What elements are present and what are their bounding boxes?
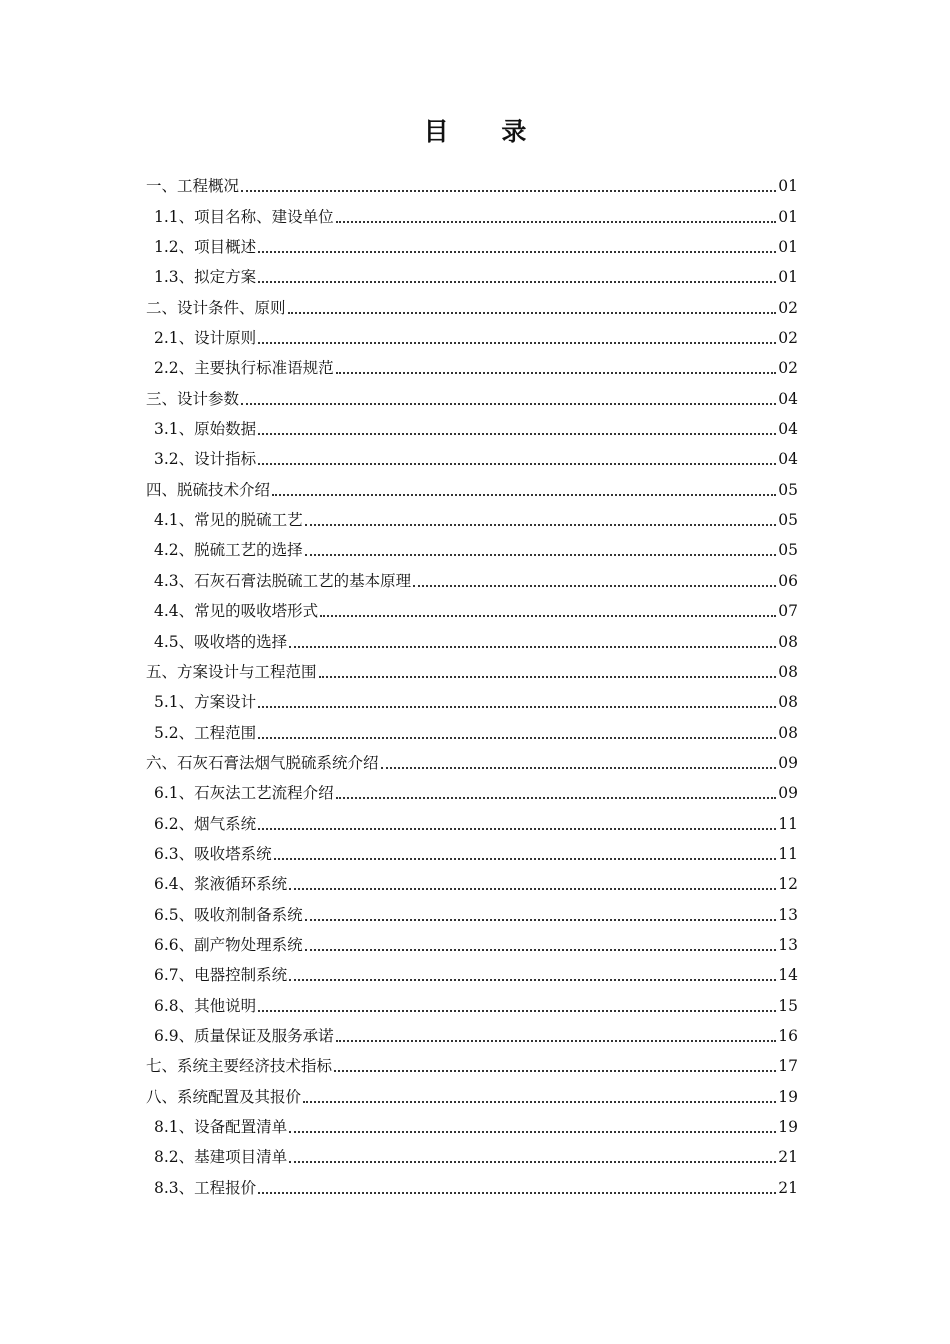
toc-dot-leader — [289, 646, 776, 648]
toc-dot-leader — [289, 1131, 776, 1133]
toc-dot-leader — [258, 828, 776, 830]
toc-entry[interactable] — [146, 323, 798, 353]
toc-entry-label: 2.1、设计原则 — [154, 329, 257, 348]
toc-entry-page-number: 08 — [778, 632, 798, 651]
toc-entry-label: 1.3、拟定方案 — [154, 268, 257, 287]
toc-dot-leader — [320, 615, 776, 617]
toc-dot-leader — [381, 767, 777, 769]
toc-entry[interactable] — [146, 201, 798, 231]
toc-entry-label: 4.2、脱硫工艺的选择 — [154, 541, 303, 560]
toc-entry-page-number: 15 — [778, 996, 798, 1015]
toc-entry-page-number: 08 — [778, 723, 798, 742]
toc-entry-label: 4.5、吸收塔的选择 — [154, 632, 288, 651]
toc-entry-page-number: 05 — [778, 511, 798, 530]
toc-entry[interactable] — [146, 1142, 798, 1172]
toc-entry[interactable] — [146, 383, 798, 413]
toc-dot-leader — [289, 979, 776, 981]
toc-entry-label: 二、设计条件、原则 — [146, 298, 286, 317]
toc-dot-leader — [241, 190, 776, 192]
toc-entry[interactable] — [146, 839, 798, 869]
toc-entry-page-number: 02 — [778, 298, 798, 317]
toc-entry-label: 4.3、石灰石膏法脱硫工艺的基本原理 — [154, 571, 412, 590]
toc-dot-leader — [258, 463, 776, 465]
toc-entry-label: 8.3、工程报价 — [154, 1178, 257, 1197]
toc-dot-leader — [258, 1192, 776, 1194]
toc-entry-page-number: 08 — [778, 693, 798, 712]
toc-dot-leader — [319, 676, 777, 678]
toc-entry[interactable] — [146, 657, 798, 687]
toc-entry-label: 6.5、吸收剂制备系统 — [154, 905, 303, 924]
toc-entry[interactable] — [146, 717, 798, 747]
toc-entry-page-number: 19 — [778, 1118, 798, 1136]
toc-entry[interactable] — [146, 535, 798, 565]
toc-entry[interactable] — [146, 353, 798, 383]
toc-dot-leader — [336, 372, 777, 374]
table-of-contents — [146, 171, 798, 1203]
toc-entry-page-number: 09 — [778, 784, 798, 803]
toc-entry-label: 八、系统配置及其报价 — [146, 1087, 302, 1106]
toc-dot-leader — [258, 737, 776, 739]
toc-entry[interactable] — [146, 869, 798, 899]
toc-dot-leader — [258, 433, 776, 435]
toc-entry-label: 6.6、副产物处理系统 — [154, 935, 303, 954]
toc-entry-label: 三、设计参数 — [146, 389, 240, 408]
toc-entry[interactable] — [146, 444, 798, 474]
toc-entry-page-number: 11 — [778, 814, 798, 833]
toc-entry[interactable] — [146, 414, 798, 444]
toc-entry-label: 8.2、基建项目清单 — [154, 1148, 288, 1167]
toc-entry-page-number: 07 — [778, 602, 798, 621]
toc-entry-label: 一、工程概况 — [146, 177, 240, 196]
toc-entry-page-number: 04 — [778, 389, 798, 408]
toc-dot-leader — [413, 585, 776, 587]
toc-entry-page-number: 06 — [778, 571, 798, 590]
toc-entry-page-number: 13 — [778, 905, 798, 924]
toc-entry-page-number: 05 — [778, 480, 798, 499]
page-title: 目 录 — [423, 117, 549, 146]
toc-entry-page-number: 04 — [778, 420, 798, 439]
toc-entry-label: 4.4、常见的吸收塔形式 — [154, 602, 319, 621]
toc-entry-label: 六、石灰石膏法烟气脱硫系统介绍 — [146, 753, 379, 772]
toc-entry-label: 七、系统主要经济技术指标 — [146, 1057, 333, 1076]
toc-dot-leader — [274, 858, 777, 860]
toc-entry[interactable] — [146, 1112, 798, 1142]
toc-entry-label: 1.2、项目概述 — [154, 238, 257, 257]
toc-entry-label: 6.1、石灰法工艺流程介绍 — [154, 784, 334, 803]
toc-entry-page-number: 21 — [778, 1148, 798, 1167]
toc-entry[interactable] — [146, 748, 798, 778]
toc-dot-leader — [305, 949, 777, 951]
toc-entry[interactable] — [146, 687, 798, 717]
toc-entry[interactable] — [146, 596, 798, 626]
toc-entry[interactable] — [146, 262, 798, 292]
toc-entry-label: 6.4、浆液循环系统 — [154, 875, 288, 894]
toc-entry-page-number: 02 — [778, 359, 798, 378]
toc-entry-page-number: 02 — [778, 329, 798, 348]
toc-entry-page-number: 12 — [778, 875, 798, 894]
toc-entry-label: 1.1、项目名称、建设单位 — [154, 207, 334, 226]
toc-entry-label: 5.2、工程范围 — [154, 723, 257, 742]
toc-dot-leader — [258, 251, 776, 253]
toc-entry-label: 3.1、原始数据 — [154, 420, 257, 439]
toc-entry-page-number: 17 — [778, 1057, 798, 1076]
toc-entry-label: 5.1、方案设计 — [154, 693, 257, 712]
toc-entry[interactable] — [146, 808, 798, 838]
toc-dot-leader — [272, 494, 776, 496]
toc-entry[interactable] — [146, 232, 798, 262]
toc-entry-label: 6.9、质量保证及服务承诺 — [154, 1026, 334, 1045]
toc-entry-page-number: 01 — [778, 177, 798, 196]
toc-entry[interactable] — [146, 474, 798, 504]
toc-dot-leader — [305, 919, 777, 921]
toc-entry[interactable] — [146, 1021, 798, 1051]
toc-entry-label: 2.2、主要执行标准语规范 — [154, 359, 334, 378]
toc-entry[interactable] — [146, 1172, 798, 1202]
toc-dot-leader — [305, 524, 777, 526]
toc-dot-leader — [303, 1101, 776, 1103]
toc-entry-page-number: 19 — [778, 1087, 798, 1106]
toc-entry[interactable] — [146, 930, 798, 960]
toc-dot-leader — [305, 554, 777, 556]
toc-entry-page-number: 11 — [778, 844, 798, 863]
toc-dot-leader — [336, 1040, 777, 1042]
toc-entry-page-number: 01 — [778, 268, 798, 287]
toc-dot-leader — [289, 888, 776, 890]
toc-entry[interactable] — [146, 778, 798, 808]
toc-entry[interactable] — [146, 171, 798, 201]
toc-entry-page-number: 16 — [778, 1026, 798, 1045]
toc-entry[interactable] — [146, 505, 798, 535]
toc-entry[interactable] — [146, 292, 798, 322]
toc-entry[interactable] — [146, 960, 798, 990]
toc-dot-leader — [288, 312, 777, 314]
toc-entry[interactable] — [146, 1051, 798, 1081]
toc-entry-page-number: 08 — [778, 662, 798, 681]
toc-entry-label: 4.1、常见的脱硫工艺 — [154, 511, 303, 530]
toc-entry-label: 6.3、吸收塔系统 — [154, 844, 272, 863]
toc-entry-page-number: 13 — [778, 935, 798, 954]
toc-dot-leader — [258, 1010, 776, 1012]
toc-entry[interactable] — [146, 565, 798, 595]
toc-entry[interactable] — [146, 626, 798, 656]
toc-dot-leader — [258, 281, 776, 283]
toc-entry-label: 四、脱硫技术介绍 — [146, 480, 271, 499]
toc-entry-label: 五、方案设计与工程范围 — [146, 662, 317, 681]
toc-entry-label: 6.7、电器控制系统 — [154, 966, 288, 985]
toc-entry-label: 6.2、烟气系统 — [154, 814, 257, 833]
toc-entry-page-number: 05 — [778, 541, 798, 560]
toc-entry-page-number: 01 — [778, 207, 798, 226]
toc-dot-leader — [241, 403, 776, 405]
toc-entry[interactable] — [146, 899, 798, 929]
toc-entry[interactable] — [146, 990, 798, 1020]
toc-entry-label: 8.1、设备配置清单 — [154, 1118, 288, 1136]
toc-dot-leader — [336, 221, 777, 223]
toc-entry-page-number: 21 — [778, 1178, 798, 1197]
toc-entry-page-number: 14 — [778, 966, 798, 985]
toc-entry-label: 6.8、其他说明 — [154, 996, 257, 1015]
toc-dot-leader — [336, 797, 777, 799]
toc-entry[interactable] — [146, 1081, 798, 1111]
toc-dot-leader — [334, 1070, 776, 1072]
toc-entry-label: 3.2、设计指标 — [154, 450, 257, 469]
toc-entry-page-number: 01 — [778, 238, 798, 257]
toc-dot-leader — [289, 1161, 776, 1163]
toc-entry-page-number: 04 — [778, 450, 798, 469]
toc-dot-leader — [258, 706, 776, 708]
toc-entry-page-number: 09 — [778, 753, 798, 772]
toc-dot-leader — [258, 342, 776, 344]
